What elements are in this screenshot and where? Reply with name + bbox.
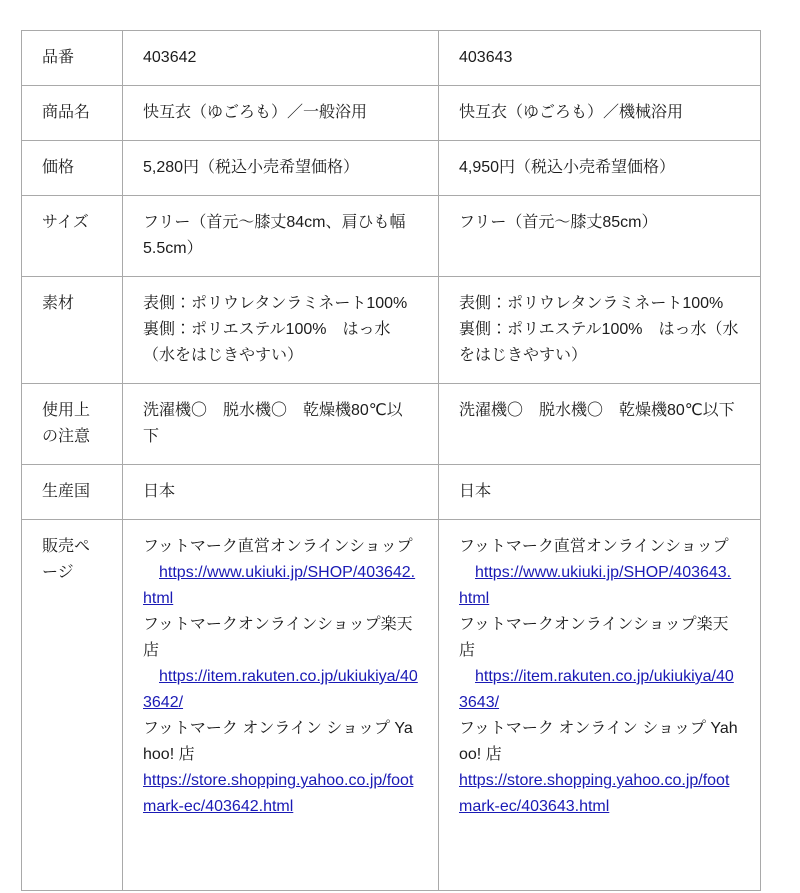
product-link[interactable]: https://www.ukiuki.jp/SHOP/403642.html bbox=[143, 564, 416, 607]
spec-label-hanbai: 販売ページ bbox=[22, 520, 123, 891]
spec-value-hanbai-col2 bbox=[439, 520, 761, 891]
spec-row-seisankoku bbox=[22, 465, 761, 520]
spec-row-hinban bbox=[22, 31, 761, 86]
spec-row-chui bbox=[22, 384, 761, 465]
spec-value-chui-col2 bbox=[439, 384, 761, 465]
spec-value-seisankoku-col1 bbox=[123, 465, 439, 520]
product-link[interactable]: https://item.rakuten.co.jp/ukiukiya/403642/ bbox=[143, 668, 418, 711]
spec-text: フットマーク直営オンラインショップ bbox=[459, 538, 729, 555]
spec-text: 4,950円（税込小売希望価格） bbox=[459, 159, 676, 176]
spec-text: 裏側：ポリエステル100% はっ水（水をはじきやすい） bbox=[143, 321, 391, 364]
spec-text: 快互衣（ゆごろも）／一般浴用 bbox=[143, 104, 368, 121]
spec-label-sozai: 素材 bbox=[22, 277, 123, 384]
spec-text: フットマークオンラインショップ楽天店 bbox=[143, 616, 413, 659]
spec-text: フリー（首元～膝丈84cm、肩ひも幅5.5cm） bbox=[143, 214, 406, 257]
spec-label-chui: 使用上の注意 bbox=[22, 384, 123, 465]
product-link[interactable]: https://store.shopping.yahoo.co.jp/footmark-ec/403643.html bbox=[459, 772, 730, 815]
spec-value-shohinmei-col1 bbox=[123, 86, 439, 141]
spec-label-shohinmei: 商品名 bbox=[22, 86, 123, 141]
spec-text: 快互衣（ゆごろも）／機械浴用 bbox=[459, 104, 684, 121]
spec-text: 洗濯機〇 脱水機〇 乾燥機80℃以下 bbox=[143, 402, 403, 445]
spec-text: フットマーク直営オンラインショップ bbox=[143, 538, 413, 555]
spec-value-seisankoku-col2 bbox=[439, 465, 761, 520]
spec-text: フットマーク オンライン ショップ Yahoo! 店 bbox=[459, 720, 738, 763]
spec-label-seisankoku: 生産国 bbox=[22, 465, 123, 520]
spec-text: フリー（首元～膝丈85cm） bbox=[459, 214, 658, 231]
product-link[interactable]: https://www.ukiuki.jp/SHOP/403643.html bbox=[459, 564, 732, 607]
spec-text: 日本 bbox=[459, 483, 492, 500]
spec-row-kakaku bbox=[22, 141, 761, 196]
spec-row-sozai bbox=[22, 277, 761, 384]
spec-text: 日本 bbox=[143, 483, 176, 500]
product-link[interactable]: https://item.rakuten.co.jp/ukiukiya/403643/ bbox=[459, 668, 734, 711]
spec-value-size-col1 bbox=[123, 196, 439, 277]
spec-label-kakaku: 価格 bbox=[22, 141, 123, 196]
spec-text: 403643 bbox=[459, 49, 513, 66]
spec-value-kakaku-col2 bbox=[439, 141, 761, 196]
spec-row-shohinmei bbox=[22, 86, 761, 141]
spec-value-hanbai-col1 bbox=[123, 520, 439, 891]
spec-row-hanbai bbox=[22, 520, 761, 891]
spec-text: 洗濯機〇 脱水機〇 乾燥機80℃以下 bbox=[459, 402, 735, 419]
spec-label-size: サイズ bbox=[22, 196, 123, 277]
spec-text: 5,280円（税込小売希望価格） bbox=[143, 159, 360, 176]
spec-label-hinban: 品番 bbox=[22, 31, 123, 86]
spec-value-hinban-col2 bbox=[439, 31, 761, 86]
spec-text: フットマーク オンライン ショップ Yahoo! 店 bbox=[143, 720, 413, 763]
product-link[interactable]: https://store.shopping.yahoo.co.jp/footmark-ec/403642.html bbox=[143, 772, 414, 815]
spec-value-sozai-col2 bbox=[439, 277, 761, 384]
spec-value-shohinmei-col2 bbox=[439, 86, 761, 141]
spec-value-kakaku-col1 bbox=[123, 141, 439, 196]
spec-value-chui-col1 bbox=[123, 384, 439, 465]
spec-table-body bbox=[22, 31, 761, 891]
spec-value-size-col2 bbox=[439, 196, 761, 277]
spec-text: フットマークオンラインショップ楽天店 bbox=[459, 616, 729, 659]
spec-row-size bbox=[22, 196, 761, 277]
spec-value-sozai-col1 bbox=[123, 277, 439, 384]
spec-text: 表側：ポリウレタンラミネート100% bbox=[459, 295, 724, 312]
spec-value-hinban-col1 bbox=[123, 31, 439, 86]
spec-text: 裏側：ポリエステル100% はっ水（水をはじきやすい） bbox=[459, 321, 739, 364]
product-spec-table bbox=[21, 30, 761, 891]
spec-text: 403642 bbox=[143, 49, 197, 66]
spec-text: 表側：ポリウレタンラミネート100% bbox=[143, 295, 408, 312]
